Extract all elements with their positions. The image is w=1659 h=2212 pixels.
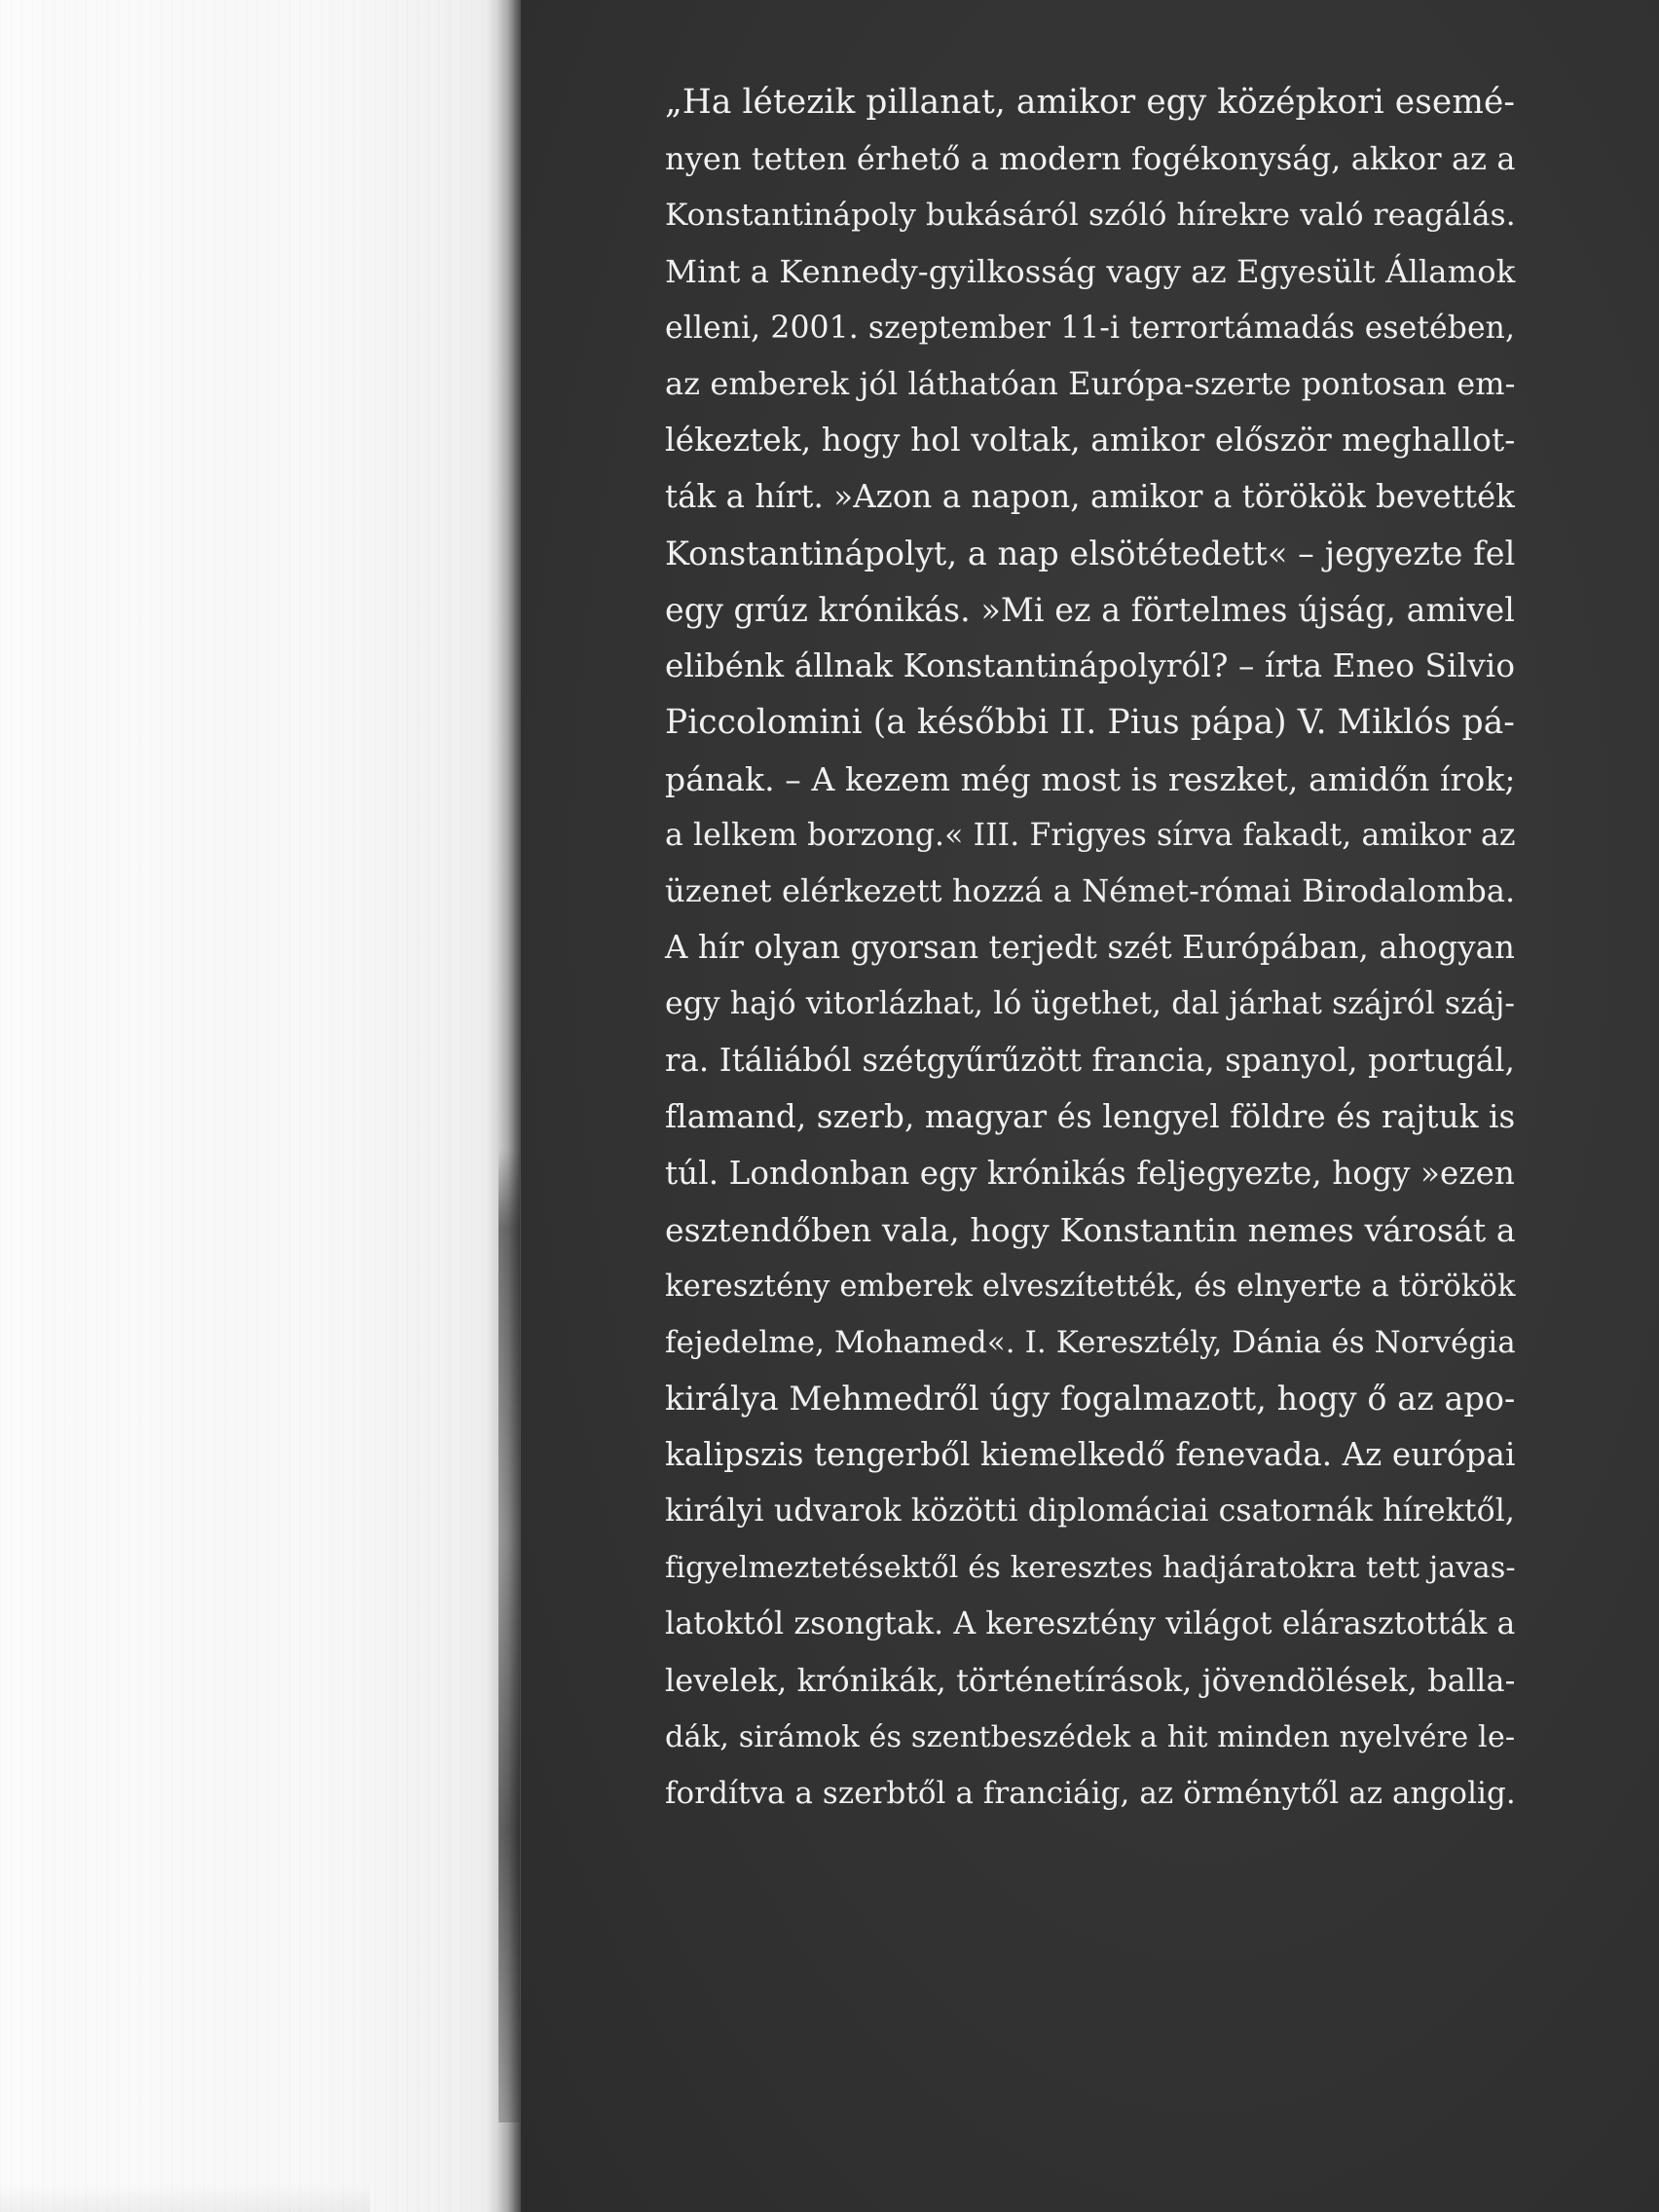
passage-line: királya Mehmedről úgy fogalmazott, hogy ő az apo- <box>665 1380 1516 1419</box>
passage-line: dák, sirámok és szentbeszédek a hit minden nyelvére le- <box>665 1719 1516 1754</box>
passage-line: esztendőben vala, hogy Konstantin nemes városát a <box>665 1210 1516 1249</box>
passage-line: ra. Itáliából szétgyűrűzött francia, spanyol, portugál, <box>665 1042 1515 1080</box>
left-blank-page <box>0 0 506 2212</box>
passage-line: fordítva a szerbtől a franciáig, az örménytől az angolig. <box>665 1775 1516 1811</box>
passage-line: keresztény emberek elveszítették, és elnyerte a törökök <box>665 1269 1516 1304</box>
passage-line: latoktól zsongtak. A keresztény világot elárasztották a <box>665 1606 1516 1642</box>
passage-line: egy hajó vitorlázhat, ló ügethet, dal járhat szájról száj- <box>665 986 1516 1022</box>
passage-line: az emberek jól láthatóan Európa-szerte pontosan em- <box>665 365 1516 403</box>
passage-line: figyelmeztetésektől és keresztes hadjáratokra tett javas- <box>665 1551 1516 1586</box>
passage-line: Konstantinápoly bukásáról szóló hírekre való reagálás. <box>665 197 1516 233</box>
passage-line: a lelkem borzong.« III. Frigyes sírva fakadt, amikor az <box>665 817 1516 853</box>
passage-line: pának. – A kezem még most is reszket, amidőn írok; <box>665 759 1516 798</box>
passage-line: A hír olyan gyorsan terjedt szét Európában, ahogyan <box>665 929 1515 967</box>
passage-line: királyi udvarok közötti diplomáciai csatornák hírektől, <box>665 1493 1516 1530</box>
passage-line: levelek, krónikák, történetírások, jövendölések, balla- <box>665 1661 1516 1699</box>
passage-line: üzenet elérkezett hozzá a Német-római Birodalomba. <box>665 872 1516 910</box>
passage-line: kalipszis tengerből kiemelkedő fenevada. Az európai <box>665 1436 1516 1474</box>
passage-line: „Ha létezik pillanat, amikor egy középkori esemé- <box>665 83 1516 122</box>
bottom-edge-shadow <box>0 2183 370 2212</box>
passage-line: elleni, 2001. szeptember 11-i terrortámadás esetében, <box>665 310 1516 346</box>
cover-illustration-sliver <box>498 1149 520 2122</box>
passage-line: lékeztek, hogy hol voltak, amikor először meghallot- <box>665 422 1516 460</box>
passage-line: elibénk állnak Konstantinápolyról? – írta Eneo Silvio <box>665 646 1516 684</box>
passage-line: Konstantinápolyt, a nap elsötétedett« – jegyezte fel <box>665 535 1516 573</box>
passage-line: túl. Londonban egy krónikás feljegyezte, hogy »ezen <box>665 1154 1515 1192</box>
passage-line: nyen tetten érhető a modern fogékonyság, akkor az a <box>665 139 1516 177</box>
passage-line: flamand, szerb, magyar és lengyel földre és rajtuk is <box>665 1098 1516 1136</box>
passage-line: ták a hírt. »Azon a napon, amikor a törökök bevették <box>665 478 1516 516</box>
passage-line: fejedelme, Mohamed«. I. Keresztély, Dánia és Norvégia <box>665 1324 1516 1360</box>
passage-line: egy grúz krónikás. »Mi ez a förtelmes újság, amivel <box>665 591 1515 630</box>
quote-passage <box>665 75 1515 1823</box>
passage-line: Piccolomini (a későbbi II. Pius pápa) V. Miklós pá- <box>665 702 1515 742</box>
paper-texture <box>0 0 506 2212</box>
passage-line: Mint a Kennedy-gyilkosság vagy az Egyesült Államok <box>665 252 1516 290</box>
